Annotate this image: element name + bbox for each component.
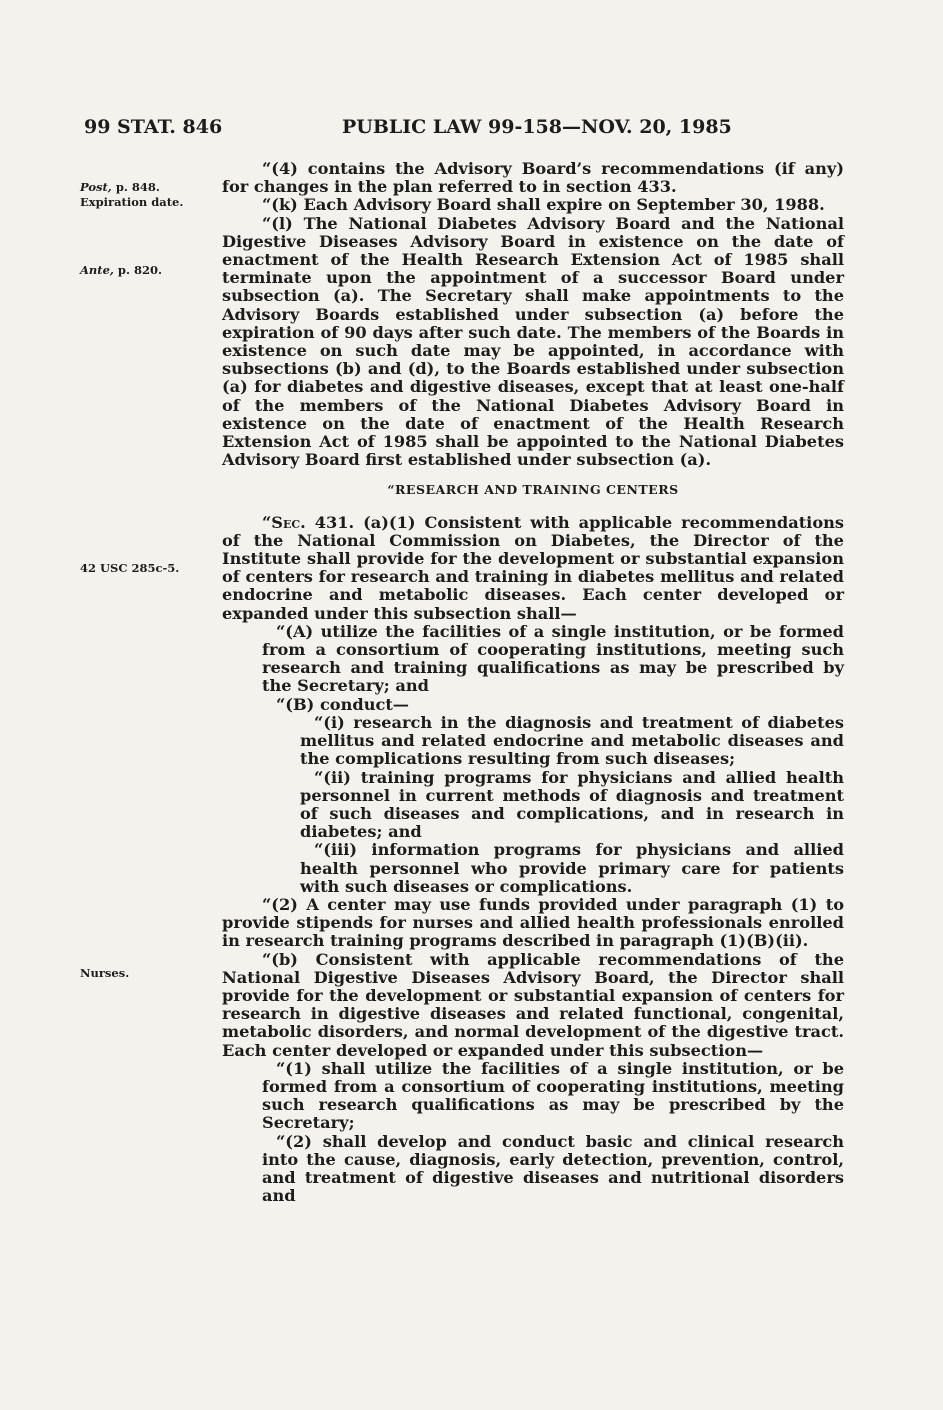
section-431-text: 431. (a)(1) Consistent with applicable recommendations of the National Commission on Diabetes, the Director of the Institute shall provide for the development or substantial expansion of centers for research and training in diabetes mellitus and related endocrine and metabolic diseases. Each center developed or expanded under this subsection shall— <box>222 512 844 623</box>
subparagraph-A: “(A) utilize the facilities of a single institution, or be formed from a consortium of cooperating institutions, meeting such research and training qualifications as may be prescribed by the Secretary; and <box>262 621 844 696</box>
clause-ii: “(ii) training programs for physicians and allied health personnel in current methods of diagnosis and treatment of such diseases and complications, and in research in diabetes; and <box>300 767 844 842</box>
margin-note-expiration: Expiration date. <box>80 195 184 209</box>
stat-page-number: 99 STAT. 846 <box>84 116 223 138</box>
public-law-title: PUBLIC LAW 99-158—NOV. 20, 1985 <box>342 116 732 138</box>
running-header <box>0 116 943 146</box>
margin-note-post-prefix: Post, <box>80 180 112 194</box>
paragraph-b1: “(1) shall utilize the facilities of a single institution, or be formed from a consortium of cooperating institutions, meeting such research qualifications as may be prescribed by the Secretary; <box>262 1058 844 1133</box>
margin-note-post-ref: p. 848. <box>111 180 160 194</box>
section-431-a1 <box>222 514 844 623</box>
clause-i: “(i) research in the diagnosis and treatment of diabetes mellitus and related endocrine and metabolic diseases and the complications resulting from such diseases; <box>300 712 844 769</box>
paragraph-4: “(4) contains the Advisory Board’s recommendations (if any) for changes in the plan referred to in section 433. <box>222 159 844 197</box>
paragraph-b: “(b) Consistent with applicable recommendations of the National Digestive Diseases Advisory Board, the Director shall provide for the development or substantial expansion of centers for research in digestive diseases and related functional, congenital, metabolic disorders, and normal development of the digestive tract. Each center developed or expanded under this subsection— <box>222 949 844 1060</box>
subparagraph-B: “(B) conduct— <box>276 694 409 714</box>
paragraph-k: “(k) Each Advisory Board shall expire on September 30, 1988. <box>262 195 825 215</box>
margin-note-ante <box>80 263 220 277</box>
paragraph-a2: “(2) A center may use funds provided under paragraph (1) to provide stipends for nurses and allied health professionals enrolled in research training programs described in paragraph (1)(B)(ii). <box>222 894 844 951</box>
section-heading: “RESEARCH AND TRAINING CENTERS <box>387 482 679 498</box>
margin-note-usc: 42 USC 285c-5. <box>80 561 180 575</box>
clause-iii: “(iii) information programs for physicians and allied health personnel who provide primary care for patients with such diseases or complications. <box>300 840 844 896</box>
paragraph-l: “(l) The National Diabetes Advisory Board and the National Digestive Diseases Advisory Board in existence on the date of enactment of the Health Research Extension Act of 1985 shall terminate upon the appointment of a successor Board under subsection (a). The Secretary shall make appointments to the Advisory Boards established under subsection (a) before the expiration of 90 days after such date. The members of the Boards in existence on such date may be appointed, in accordance with subsections (b) and (d), to the Boards established under subsection (a) for diabetes and digestive diseases, except that at least one-half of the members of the National Diabetes Advisory Board in existence on the date of enactment of the Health Research Extension Act of 1985 shall be appointed to the National Diabetes Advisory Board first established under subsection (a). <box>222 213 844 470</box>
margin-note-ante-prefix: Ante, <box>80 263 114 277</box>
paragraph-b2: “(2) shall develop and conduct basic and clinical research into the cause, diagnosis, early detection, prevention, control, and treatment of digestive diseases and nutritional disorders and <box>262 1131 844 1206</box>
margin-note-post <box>80 180 220 194</box>
section-label: “Sec. <box>262 512 306 532</box>
statute-text <box>222 160 844 1205</box>
margin-note-nurses: Nurses. <box>80 966 130 980</box>
margin-note-ante-ref: p. 820. <box>113 263 162 277</box>
